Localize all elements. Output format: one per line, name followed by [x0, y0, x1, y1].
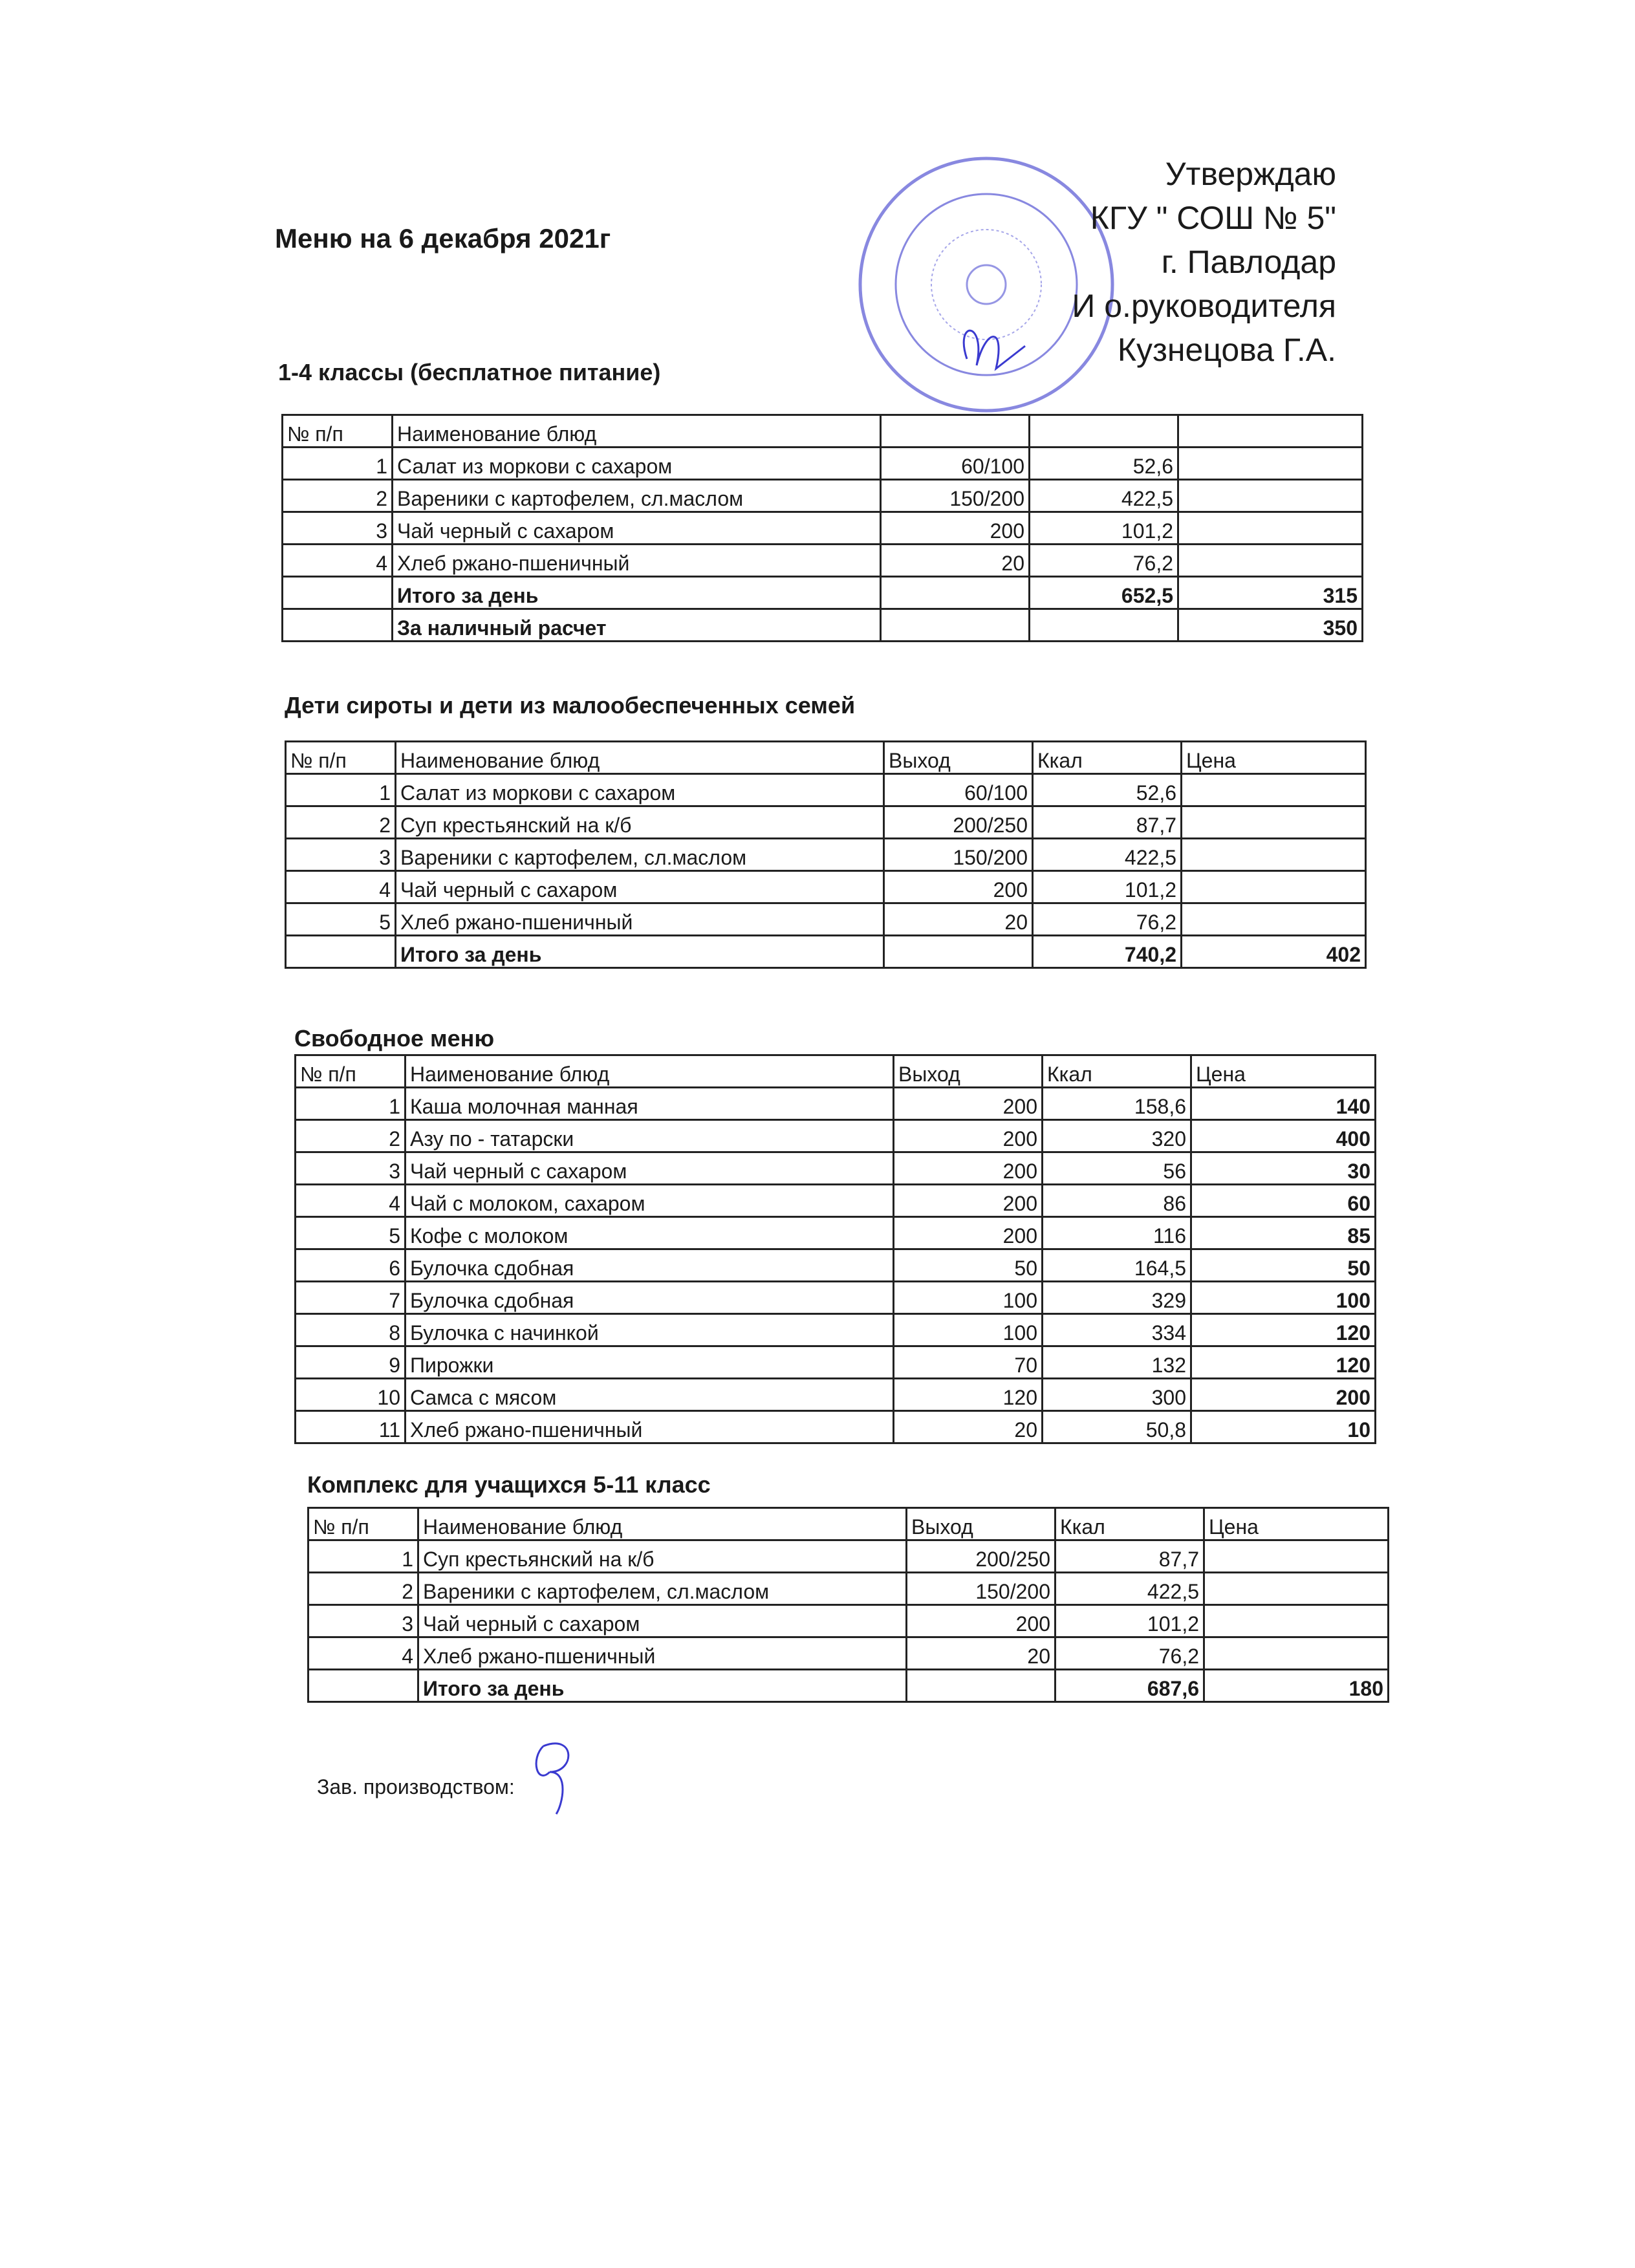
cell-kcal: 50,8: [1043, 1411, 1191, 1443]
approval-line: г. Павлодар: [1161, 244, 1336, 280]
header-output: Выход: [907, 1508, 1056, 1540]
cell-num: 2: [286, 806, 396, 839]
cell-num: [283, 609, 393, 642]
header-row: [286, 742, 1366, 774]
cell-output: 150/200: [884, 839, 1033, 871]
cell-dish: Булочка сдобная: [406, 1282, 894, 1314]
cell-num: 3: [309, 1605, 418, 1637]
table-row: [296, 1314, 1376, 1346]
cell-num: 8: [296, 1314, 406, 1346]
header-num: № п/п: [283, 415, 393, 448]
header-row: [283, 415, 1363, 448]
header-dish: Наименование блюд: [406, 1055, 894, 1088]
header-dish: Наименование блюд: [396, 742, 884, 774]
table-row: [286, 806, 1366, 839]
table-row: [296, 1249, 1376, 1282]
cell-dish: Итого за день: [418, 1670, 907, 1702]
cell-num: 5: [286, 903, 396, 936]
section-title: Комплекс для учащихся 5-11 класс: [307, 1471, 711, 1498]
cell-num: [286, 936, 396, 968]
cell-kcal: 740,2: [1033, 936, 1182, 968]
cell-output: 20: [881, 545, 1030, 577]
cell-kcal: 652,5: [1030, 577, 1178, 609]
cell-kcal: 76,2: [1030, 545, 1178, 577]
table-row: [309, 1670, 1389, 1702]
cell-output: 200: [894, 1152, 1043, 1185]
cell-dish: Салат из моркови с сахаром: [396, 774, 884, 806]
page-title: Меню на 6 декабря 2021г: [275, 223, 611, 254]
production-manager-label: Зав. производством:: [317, 1775, 515, 1798]
cell-output: [884, 936, 1033, 968]
menu-table: [281, 414, 1363, 642]
cell-kcal: 101,2: [1033, 871, 1182, 903]
cell-kcal: 132: [1043, 1346, 1191, 1379]
header-num: № п/п: [296, 1055, 406, 1088]
cell-price: 50: [1191, 1249, 1376, 1282]
cell-output: 200: [894, 1120, 1043, 1152]
cell-price: [1178, 545, 1363, 577]
cell-kcal: 76,2: [1033, 903, 1182, 936]
cell-price: [1182, 839, 1366, 871]
cell-num: 6: [296, 1249, 406, 1282]
cell-output: 20: [884, 903, 1033, 936]
cell-output: 200: [907, 1605, 1056, 1637]
cell-price: [1204, 1540, 1389, 1573]
table-row: [296, 1185, 1376, 1217]
cell-dish: Итого за день: [393, 577, 881, 609]
cell-dish: За наличный расчет: [393, 609, 881, 642]
cell-output: 200: [894, 1217, 1043, 1249]
header-output: Выход: [884, 742, 1033, 774]
header-output: Выход: [894, 1055, 1043, 1088]
cell-price: 140: [1191, 1088, 1376, 1120]
approval-line: КГУ " СОШ № 5": [1090, 200, 1336, 236]
cell-kcal: 158,6: [1043, 1088, 1191, 1120]
cell-num: 11: [296, 1411, 406, 1443]
cell-dish: Пирожки: [406, 1346, 894, 1379]
cell-price: 400: [1191, 1120, 1376, 1152]
cell-num: 9: [296, 1346, 406, 1379]
table-row: [296, 1282, 1376, 1314]
cell-dish: Кофе с молоком: [406, 1217, 894, 1249]
cell-dish: Каша молочная манная: [406, 1088, 894, 1120]
cell-kcal: 87,7: [1056, 1540, 1204, 1573]
cell-dish: Салат из моркови с сахаром: [393, 448, 881, 480]
cell-num: 7: [296, 1282, 406, 1314]
header-dish: Наименование блюд: [393, 415, 881, 448]
table-row: [286, 871, 1366, 903]
cell-dish: Чай черный с сахаром: [406, 1152, 894, 1185]
cell-dish: Азу по - татарски: [406, 1120, 894, 1152]
approval-line: И о.руководителя: [1072, 288, 1336, 324]
cell-output: 100: [894, 1314, 1043, 1346]
cell-price: [1204, 1637, 1389, 1670]
cell-num: 2: [283, 480, 393, 512]
cell-price: [1182, 774, 1366, 806]
cell-kcal: 116: [1043, 1217, 1191, 1249]
cell-price: 120: [1191, 1346, 1376, 1379]
menu-table: [285, 740, 1367, 969]
approval-line: Утверждаю: [1165, 156, 1336, 192]
cell-kcal: 687,6: [1056, 1670, 1204, 1702]
cell-price: 60: [1191, 1185, 1376, 1217]
cell-output: 200/250: [907, 1540, 1056, 1573]
table-row: [296, 1379, 1376, 1411]
table-row: [296, 1152, 1376, 1185]
cell-price: [1204, 1573, 1389, 1605]
cell-num: 4: [309, 1637, 418, 1670]
cell-num: 4: [296, 1185, 406, 1217]
table-row: [309, 1637, 1389, 1670]
cell-num: 3: [296, 1152, 406, 1185]
table-row: [296, 1346, 1376, 1379]
cell-output: 150/200: [881, 480, 1030, 512]
cell-dish: Чай с молоком, сахаром: [406, 1185, 894, 1217]
cell-dish: Хлеб ржано-пшеничный: [418, 1637, 907, 1670]
cell-dish: Чай черный с сахаром: [396, 871, 884, 903]
section-title: Дети сироты и дети из малообеспеченных семей: [285, 692, 856, 718]
cell-price: 10: [1191, 1411, 1376, 1443]
table-row: [283, 609, 1363, 642]
cell-num: 4: [283, 545, 393, 577]
cell-price: [1182, 903, 1366, 936]
cell-dish: Булочка с начинкой: [406, 1314, 894, 1346]
cell-output: 200: [884, 871, 1033, 903]
cell-num: 3: [283, 512, 393, 545]
cell-price: [1204, 1605, 1389, 1637]
cell-num: 1: [296, 1088, 406, 1120]
cell-kcal: 320: [1043, 1120, 1191, 1152]
cell-dish: Суп крестьянский на к/б: [418, 1540, 907, 1573]
cell-output: 200: [881, 512, 1030, 545]
cell-price: 402: [1182, 936, 1366, 968]
cell-num: [309, 1670, 418, 1702]
cell-kcal: 164,5: [1043, 1249, 1191, 1282]
header-kcal: [1030, 415, 1178, 448]
cell-num: 10: [296, 1379, 406, 1411]
header-row: [296, 1055, 1376, 1088]
cell-output: 50: [894, 1249, 1043, 1282]
cell-kcal: 76,2: [1056, 1637, 1204, 1670]
table-row: [286, 936, 1366, 968]
cell-output: 100: [894, 1282, 1043, 1314]
table-row: [286, 839, 1366, 871]
cell-output: [881, 577, 1030, 609]
cell-kcal: 101,2: [1056, 1605, 1204, 1637]
cell-price: 180: [1204, 1670, 1389, 1702]
cell-price: [1182, 806, 1366, 839]
cell-dish: Вареники с картофелем, сл.маслом: [418, 1573, 907, 1605]
cell-output: 200/250: [884, 806, 1033, 839]
header-kcal: Ккал: [1043, 1055, 1191, 1088]
table-row: [296, 1120, 1376, 1152]
section-title: Свободное меню: [294, 1025, 495, 1052]
table-row: [309, 1605, 1389, 1637]
cell-num: 1: [286, 774, 396, 806]
cell-kcal: 422,5: [1030, 480, 1178, 512]
cell-price: [1178, 448, 1363, 480]
table-row: [286, 903, 1366, 936]
cell-num: 4: [286, 871, 396, 903]
header-price: [1178, 415, 1363, 448]
table-row: [283, 448, 1363, 480]
cell-kcal: 422,5: [1056, 1573, 1204, 1605]
cell-output: [881, 609, 1030, 642]
cell-dish: Вареники с картофелем, сл.маслом: [393, 480, 881, 512]
cell-price: 315: [1178, 577, 1363, 609]
cell-kcal: [1030, 609, 1178, 642]
cell-dish: Хлеб ржано-пшеничный: [393, 545, 881, 577]
cell-price: [1182, 871, 1366, 903]
cell-kcal: 52,6: [1033, 774, 1182, 806]
cell-num: 5: [296, 1217, 406, 1249]
cell-dish: Хлеб ржано-пшеничный: [406, 1411, 894, 1443]
header-dish: Наименование блюд: [418, 1508, 907, 1540]
cell-num: 2: [309, 1573, 418, 1605]
cell-num: 1: [283, 448, 393, 480]
signature: [517, 1733, 595, 1817]
cell-price: 350: [1178, 609, 1363, 642]
cell-output: [907, 1670, 1056, 1702]
cell-output: 20: [894, 1411, 1043, 1443]
cell-price: 200: [1191, 1379, 1376, 1411]
cell-price: 30: [1191, 1152, 1376, 1185]
cell-output: 70: [894, 1346, 1043, 1379]
table-row: [296, 1088, 1376, 1120]
cell-dish: Булочка сдобная: [406, 1249, 894, 1282]
cell-output: 60/100: [881, 448, 1030, 480]
cell-output: 20: [907, 1637, 1056, 1670]
cell-kcal: 52,6: [1030, 448, 1178, 480]
table-row: [286, 774, 1366, 806]
header-kcal: Ккал: [1033, 742, 1182, 774]
table-row: [309, 1573, 1389, 1605]
cell-dish: Чай черный с сахаром: [393, 512, 881, 545]
header-price: Цена: [1204, 1508, 1389, 1540]
cell-dish: Хлеб ржано-пшеничный: [396, 903, 884, 936]
cell-dish: Чай черный с сахаром: [418, 1605, 907, 1637]
cell-num: 2: [296, 1120, 406, 1152]
cell-dish: Итого за день: [396, 936, 884, 968]
cell-dish: Самса с мясом: [406, 1379, 894, 1411]
header-row: [309, 1508, 1389, 1540]
cell-kcal: 86: [1043, 1185, 1191, 1217]
cell-price: 100: [1191, 1282, 1376, 1314]
table-row: [283, 512, 1363, 545]
cell-kcal: 422,5: [1033, 839, 1182, 871]
cell-output: 200: [894, 1185, 1043, 1217]
cell-kcal: 56: [1043, 1152, 1191, 1185]
header-price: Цена: [1191, 1055, 1376, 1088]
cell-kcal: 101,2: [1030, 512, 1178, 545]
table-row: [309, 1540, 1389, 1573]
cell-price: [1178, 512, 1363, 545]
table-row: [283, 545, 1363, 577]
cell-price: 85: [1191, 1217, 1376, 1249]
table-row: [283, 577, 1363, 609]
header-output: [881, 415, 1030, 448]
cell-dish: Вареники с картофелем, сл.маслом: [396, 839, 884, 871]
cell-kcal: 300: [1043, 1379, 1191, 1411]
header-num: № п/п: [309, 1508, 418, 1540]
table-row: [283, 480, 1363, 512]
menu-table: [294, 1054, 1376, 1444]
menu-table: [307, 1507, 1389, 1703]
cell-price: 120: [1191, 1314, 1376, 1346]
cell-output: 150/200: [907, 1573, 1056, 1605]
cell-dish: Суп крестьянский на к/б: [396, 806, 884, 839]
approval-block: [1072, 152, 1336, 372]
header-num: № п/п: [286, 742, 396, 774]
cell-num: 1: [309, 1540, 418, 1573]
cell-output: 60/100: [884, 774, 1033, 806]
approval-line: Кузнецова Г.А.: [1117, 332, 1336, 368]
table-row: [296, 1217, 1376, 1249]
cell-price: [1178, 480, 1363, 512]
cell-output: 200: [894, 1088, 1043, 1120]
cell-kcal: 87,7: [1033, 806, 1182, 839]
cell-kcal: 334: [1043, 1314, 1191, 1346]
header-kcal: Ккал: [1056, 1508, 1204, 1540]
cell-num: [283, 577, 393, 609]
cell-kcal: 329: [1043, 1282, 1191, 1314]
section-title: 1-4 классы (бесплатное питание): [278, 359, 661, 385]
table-row: [296, 1411, 1376, 1443]
header-price: Цена: [1182, 742, 1366, 774]
cell-output: 120: [894, 1379, 1043, 1411]
cell-num: 3: [286, 839, 396, 871]
